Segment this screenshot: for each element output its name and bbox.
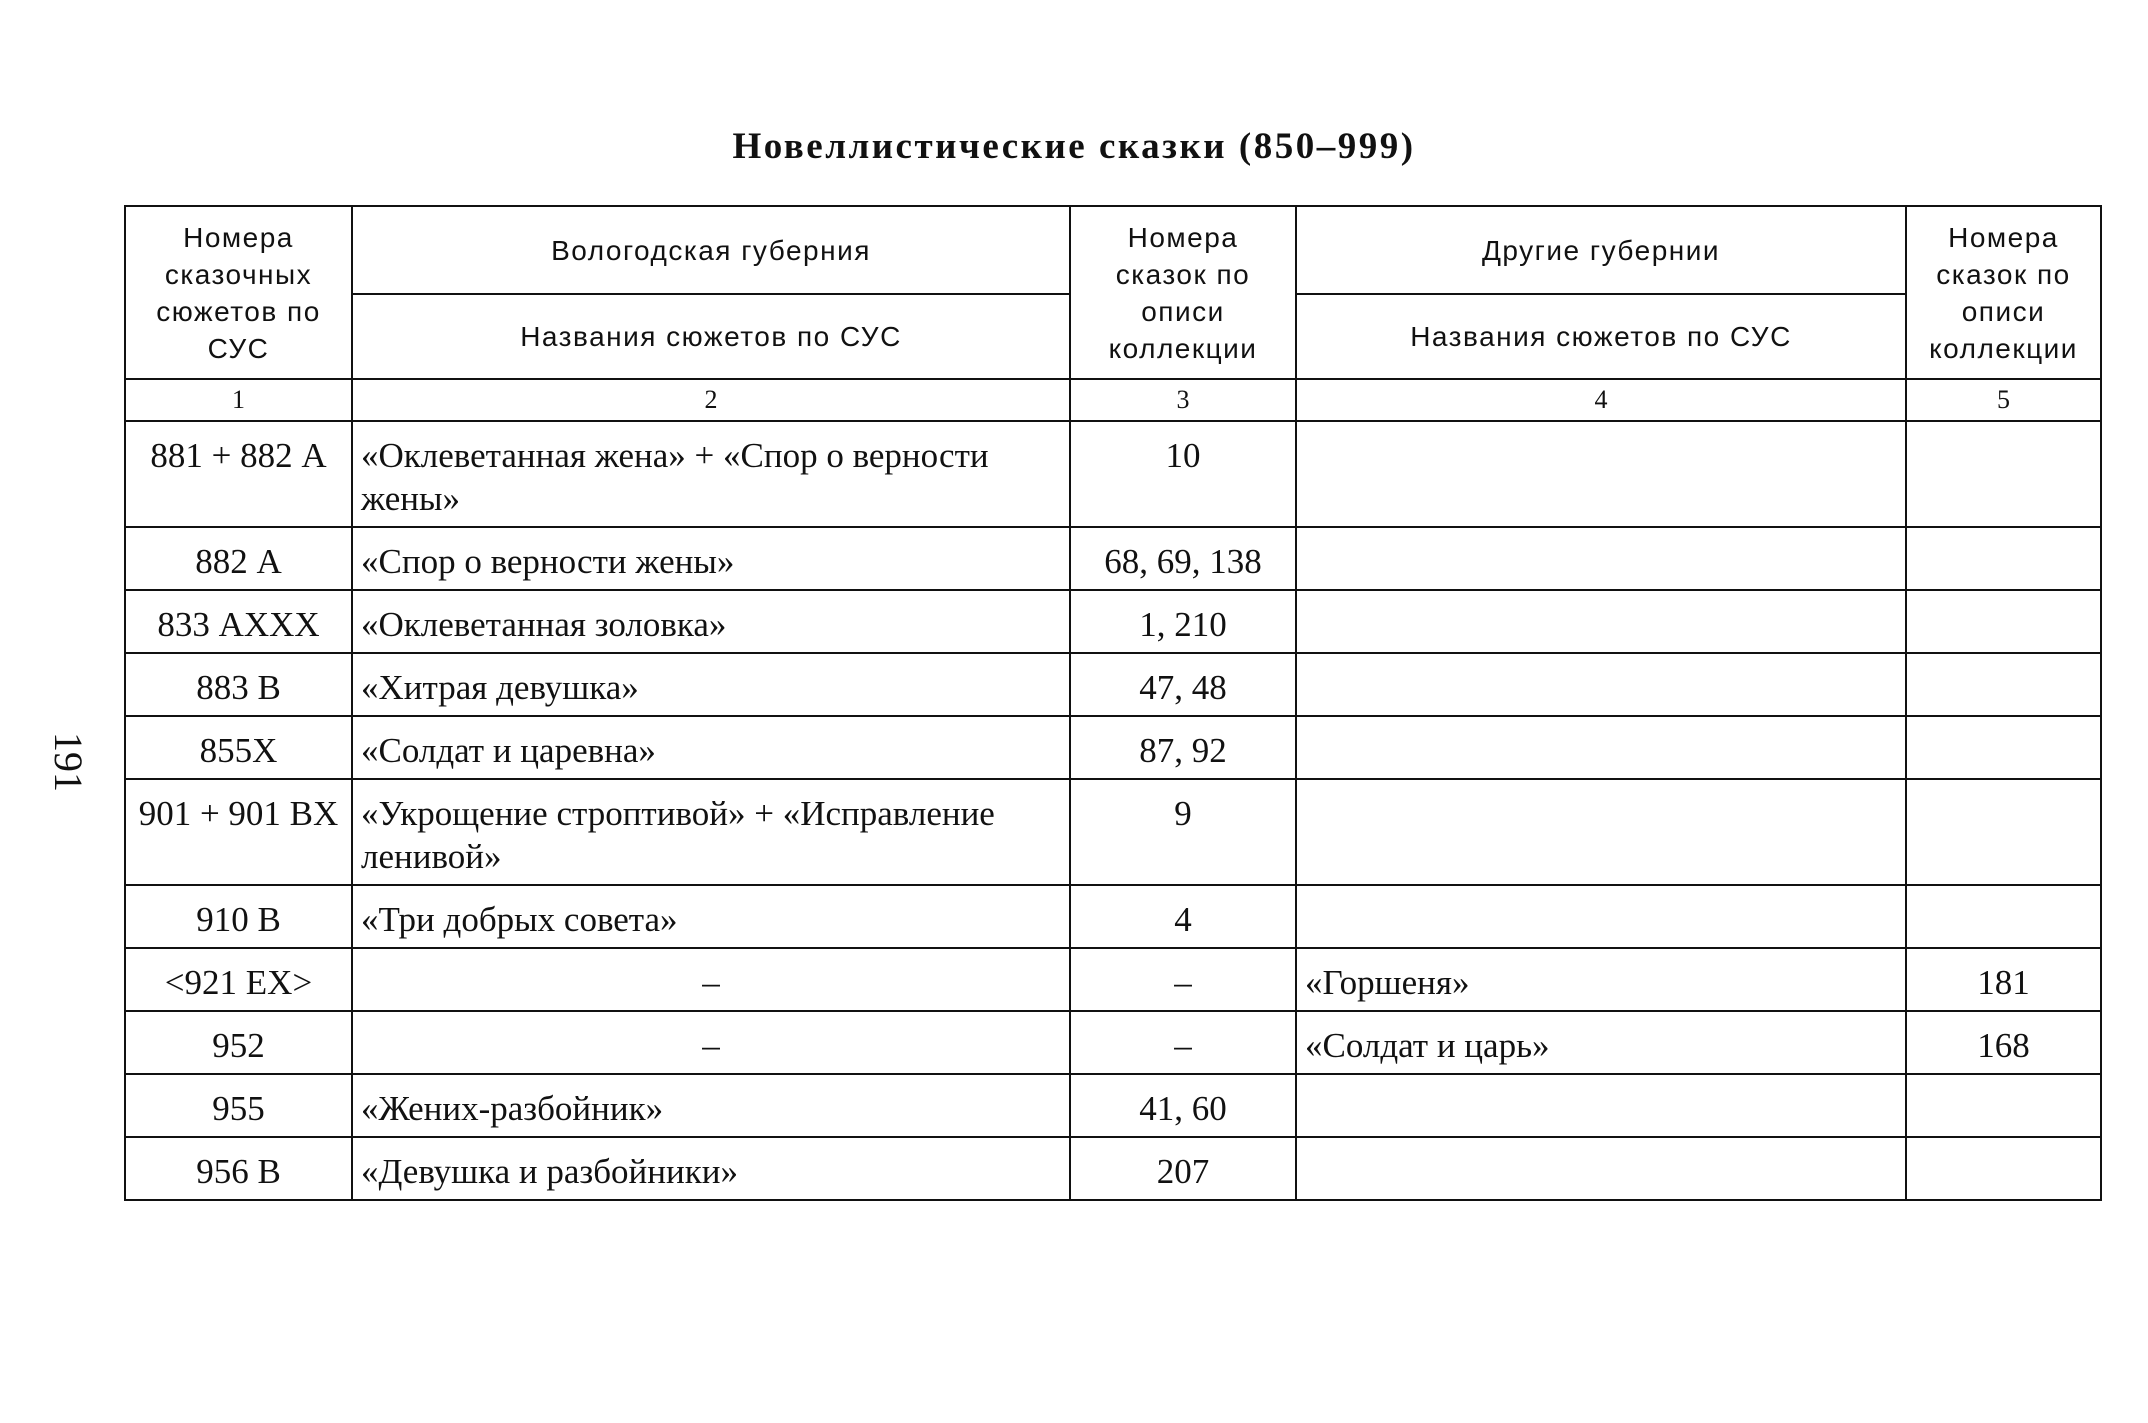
other-numbers-cell [1906,590,2101,653]
vologda-numbers-cell: 10 [1070,421,1296,527]
header-vologda-titles: Названия сюжетов по СУС [352,294,1070,379]
other-title-cell [1296,1137,1906,1200]
other-numbers-cell [1906,716,2101,779]
sus-number-cell: 956 В [125,1137,352,1200]
page-title: Новеллистические сказки (850–999) [732,126,1416,167]
header-other-provinces: Другие губернии [1296,206,1906,294]
sus-number-cell: 881 + 882 А [125,421,352,527]
sus-number-cell: 901 + 901 ВX [125,779,352,885]
vologda-numbers-cell: 9 [1070,779,1296,885]
column-number: 1 [125,379,352,421]
vologda-title-cell: «Укрощение строптивой» + «Исправление ленивой» [352,779,1070,885]
other-title-cell [1296,885,1906,948]
other-title-cell [1296,716,1906,779]
header-vologda-collection-numbers: Номера сказок по описи коллекции [1070,206,1296,379]
vologda-title-cell: «Спор о верности жены» [352,527,1070,590]
column-number: 5 [1906,379,2101,421]
vologda-numbers-cell: 68, 69, 138 [1070,527,1296,590]
sus-number-cell: 883 В [125,653,352,716]
vologda-title-cell: «Три добрых совета» [352,885,1070,948]
table-row [125,779,2101,885]
table-row [125,1074,2101,1137]
other-title-cell [1296,527,1906,590]
other-numbers-cell [1906,885,2101,948]
page-number: 191 [46,732,91,792]
sus-number-cell: 855X [125,716,352,779]
table-row [125,653,2101,716]
other-title-cell [1296,653,1906,716]
vologda-title-cell: «Девушка и разбойники» [352,1137,1070,1200]
table-row [125,885,2101,948]
header-other-collection-numbers: Номера сказок по описи коллекции [1906,206,2101,379]
table-row [125,1011,2101,1074]
tales-table [124,205,2102,1201]
other-title-cell [1296,590,1906,653]
vologda-numbers-cell: 87, 92 [1070,716,1296,779]
table-row [125,590,2101,653]
vologda-title-cell: «Оклеветанная жена» + «Спор о верности жены» [352,421,1070,527]
vologda-numbers-cell: – [1070,948,1296,1011]
table-row [125,527,2101,590]
vologda-title-cell: – [352,948,1070,1011]
vologda-title-cell: «Жених-разбойник» [352,1074,1070,1137]
other-numbers-cell [1906,527,2101,590]
table-row [125,948,2101,1011]
sus-number-cell: 833 АXXX [125,590,352,653]
column-number: 2 [352,379,1070,421]
table-row [125,1137,2101,1200]
vologda-numbers-cell: 4 [1070,885,1296,948]
other-title-cell [1296,779,1906,885]
vologda-title-cell: «Хитрая девушка» [352,653,1070,716]
other-numbers-cell: 181 [1906,948,2101,1011]
vologda-title-cell: «Оклеветанная золовка» [352,590,1070,653]
sus-number-cell: 910 В [125,885,352,948]
other-numbers-cell: 168 [1906,1011,2101,1074]
other-title-cell: «Горшеня» [1296,948,1906,1011]
column-number: 4 [1296,379,1906,421]
header-sus-numbers: Номера сказочных сюжетов по СУС [125,206,352,379]
vologda-title-cell: – [352,1011,1070,1074]
other-title-cell: «Солдат и царь» [1296,1011,1906,1074]
sus-number-cell: 955 [125,1074,352,1137]
vologda-numbers-cell: 1, 210 [1070,590,1296,653]
sus-number-cell: 952 [125,1011,352,1074]
table-row [125,421,2101,527]
column-number: 3 [1070,379,1296,421]
other-numbers-cell [1906,1074,2101,1137]
other-title-cell [1296,421,1906,527]
column-number-row [125,379,2101,421]
vologda-numbers-cell: 41, 60 [1070,1074,1296,1137]
other-numbers-cell [1906,421,2101,527]
sus-number-cell: 882 А [125,527,352,590]
vologda-title-cell: «Солдат и царевна» [352,716,1070,779]
other-numbers-cell [1906,653,2101,716]
table-row [125,716,2101,779]
vologda-numbers-cell: 47, 48 [1070,653,1296,716]
vologda-numbers-cell: 207 [1070,1137,1296,1200]
header-other-titles: Названия сюжетов по СУС [1296,294,1906,379]
header-vologda-province: Вологодская губерния [352,206,1070,294]
sus-number-cell: <921 ЕX> [125,948,352,1011]
vologda-numbers-cell: – [1070,1011,1296,1074]
other-numbers-cell [1906,1137,2101,1200]
other-numbers-cell [1906,779,2101,885]
other-title-cell [1296,1074,1906,1137]
